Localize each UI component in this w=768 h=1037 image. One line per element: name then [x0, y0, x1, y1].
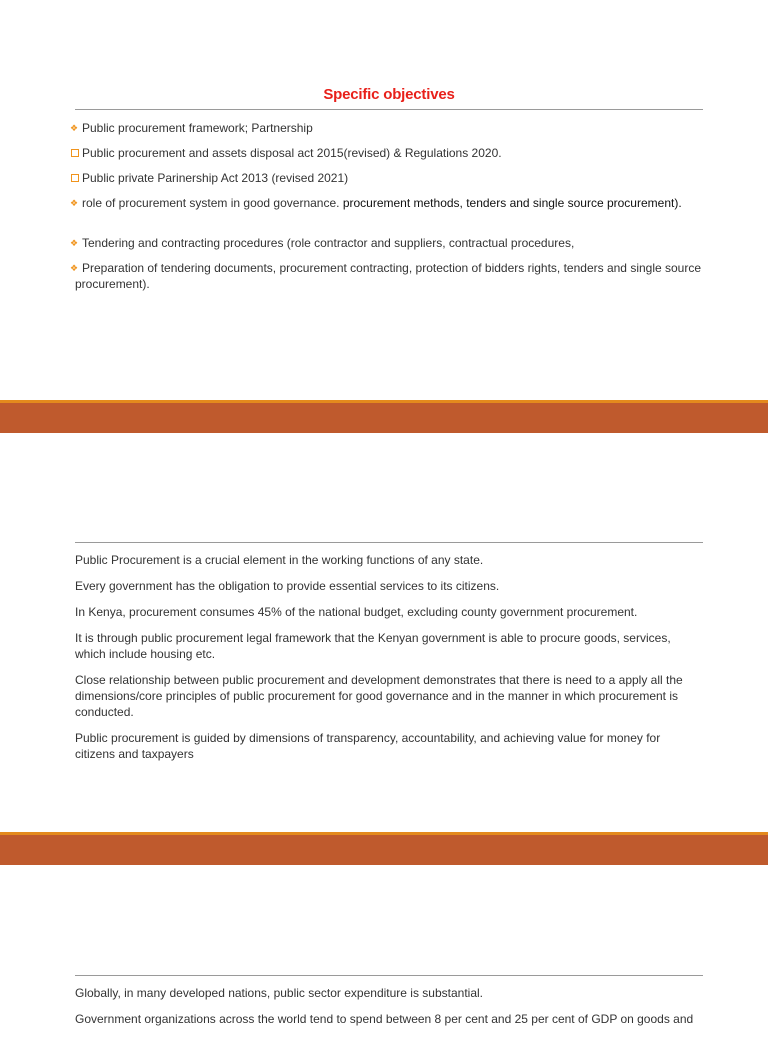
paragraph: Every government has the obligation to provide essential services to its citizens.: [75, 579, 500, 593]
diamond-bullet-icon: ❖: [70, 263, 79, 273]
bullet-item: [70, 145, 704, 161]
square-bullet-icon: [71, 149, 79, 157]
slide-separator-band: [0, 832, 768, 865]
diamond-bullet-icon: ❖: [70, 198, 79, 208]
paragraph: It is through public procurement legal framework that the Kenyan government is able to procure goods, services, which include housing etc.: [75, 631, 671, 661]
bullet-text: Public procurement framework; Partnership: [82, 121, 313, 135]
bullet-text: Public procurement and assets disposal act 2015(revised) & Regulations 2020.: [82, 146, 502, 160]
paragraph: Globally, in many developed nations, public sector expenditure is substantial.: [75, 986, 484, 1000]
objectives-list: [70, 120, 704, 301]
diamond-bullet-icon: ❖: [70, 238, 79, 248]
paragraph: In Kenya, procurement consumes 45% of the national budget, excluding county government procurement.: [75, 605, 638, 619]
slide-separator-band: [0, 400, 768, 433]
bullet-text-continuation: procurement).: [75, 277, 150, 291]
paragraph: Close relationship between public procurement and development demonstrates that there is need to a apply all the dimensions/core principles of public procurement for good governance and in the manner in which procurement is conducted.: [75, 673, 683, 719]
bullet-item: [70, 170, 704, 186]
paragraph: Government organizations across the world tend to spend between 8 per cent and 25 per cent of GDP on goods and: [75, 1012, 694, 1026]
title-divider: [75, 975, 703, 976]
bullet-text: Preparation of tendering documents, procurement contracting, protection of bidders rights, tenders and single source: [82, 261, 702, 275]
slide-title: Specific objectives: [323, 86, 455, 103]
square-bullet-icon: [71, 174, 79, 182]
title-divider: [75, 542, 703, 543]
bullet-text: Public private Parinership Act 2013 (revised 2021): [82, 171, 349, 185]
bullet-text-emphasis: procurement methods, tenders and single source procurement).: [342, 196, 682, 210]
bullet-item: [70, 120, 704, 136]
slide-public-procurement: [0, 433, 768, 832]
title-divider: [75, 109, 703, 110]
bullet-item: [70, 235, 704, 251]
paragraph-list: [75, 985, 703, 1037]
slide-global-expenditure: [0, 866, 768, 1024]
bullet-item: [70, 195, 704, 211]
paragraph: Public Procurement is a crucial element in the working functions of any state.: [75, 553, 484, 567]
paragraph-list: [75, 552, 703, 772]
paragraph: Public procurement is guided by dimensions of transparency, accountability, and achieving value for money for citizens and taxpayers: [75, 731, 661, 761]
diamond-bullet-icon: ❖: [70, 123, 79, 133]
bullet-text: Tendering and contracting procedures (role contractor and suppliers, contractual procedures,: [82, 236, 575, 250]
bullet-item: [70, 260, 704, 292]
bullet-text: role of procurement system in good governance.: [82, 196, 343, 210]
slide-objectives: [0, 0, 768, 400]
